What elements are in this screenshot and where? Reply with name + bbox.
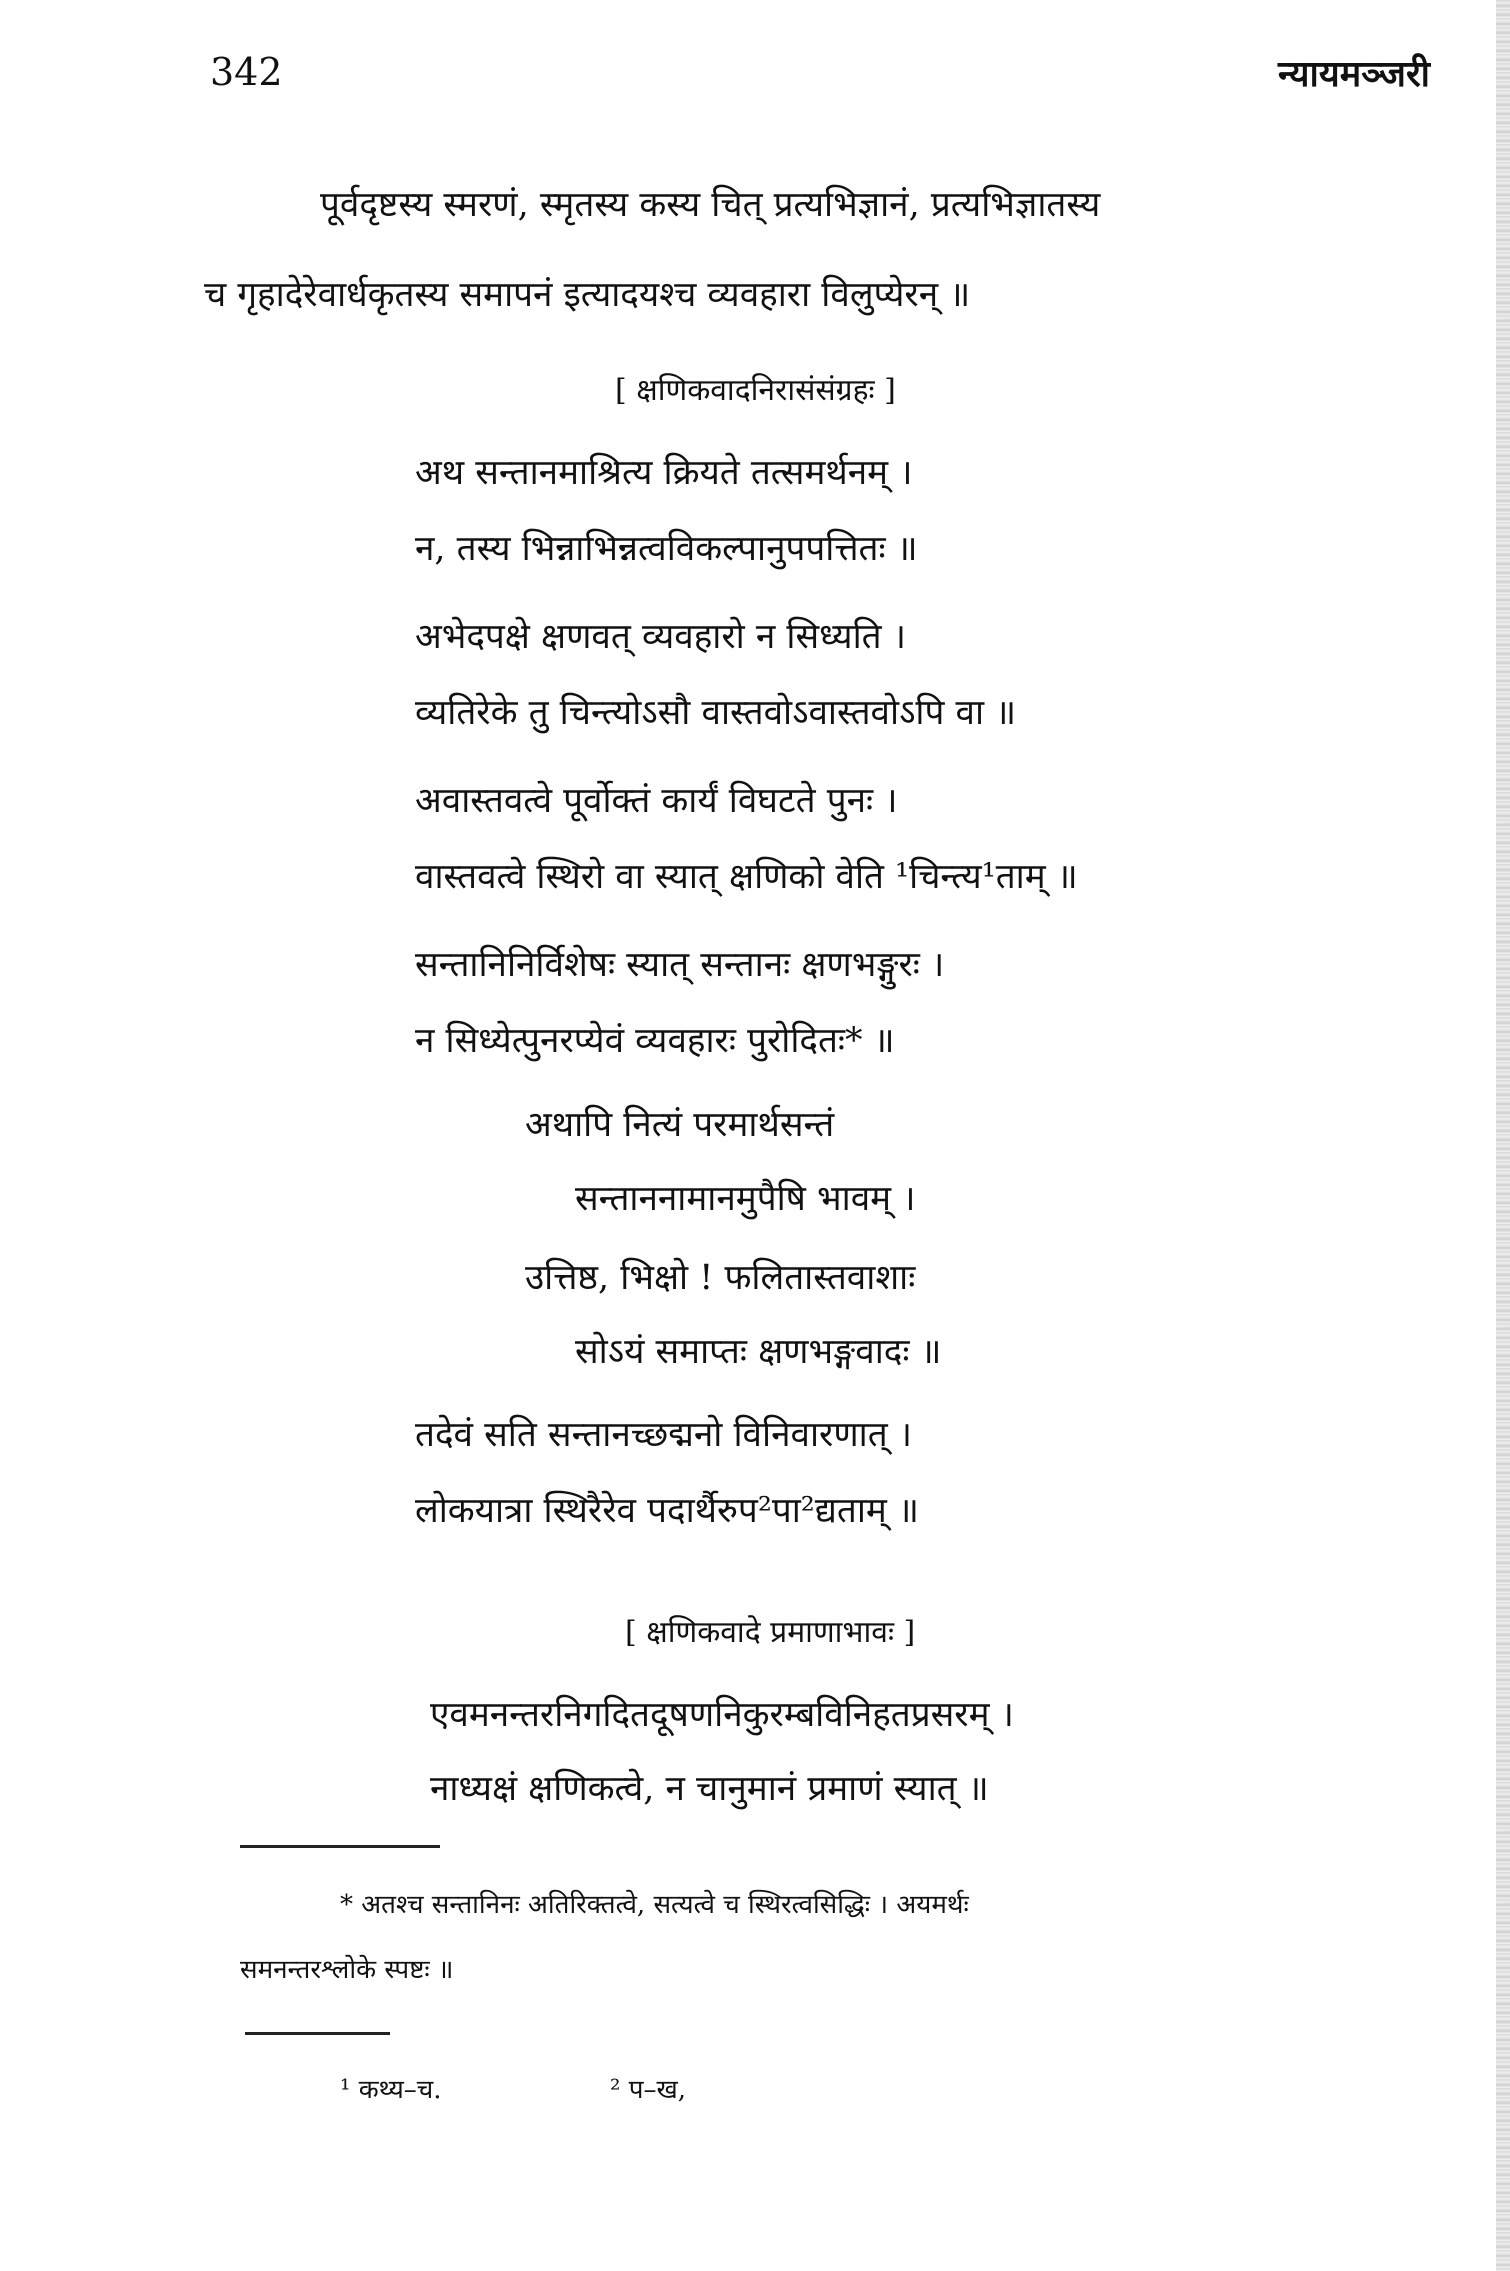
verse-line: नाध्यक्षं क्षणिकत्वे, न चानुमानं प्रमाणं स्यात् ॥: [430, 1769, 989, 1809]
page-edge-scan: [1496, 0, 1510, 2271]
variant-note: ² प–ख,: [610, 2075, 686, 2105]
verse-line: न, तस्य भिन्नाभिन्नत्वविकल्पानुपपत्तितः ॥: [415, 529, 918, 569]
footnote-rule: [240, 1845, 440, 1848]
verse-line: सोऽयं समाप्तः क्षणभङ्गवादः ॥: [575, 1332, 942, 1372]
footnote-line: समनन्तरश्लोके स्पष्टः ॥: [240, 1955, 454, 1985]
verse-line: वास्तवत्वे स्थिरो वा स्यात् क्षणिको वेति ¹चिन्त्य¹ताम् ॥: [415, 857, 1078, 897]
running-title: न्यायमञ्जरी: [1278, 53, 1430, 95]
verse-line: व्यतिरेके तु चिन्त्योऽसौ वास्तवोऽवास्तवोऽपि वा ॥: [415, 693, 1017, 733]
section-heading-1: [ क्षणिकवादनिरासंसंग्रहः ]: [615, 373, 896, 408]
verse-line: अवास्तवत्वे पूर्वोक्तं कार्यं विघटते पुनः ।: [415, 781, 898, 821]
prose-line-1: पूर्वदृष्टस्य स्मरणं, स्मृतस्य कस्य चित् प्रत्यभिज्ञानं, प्रत्यभिज्ञातस्य: [320, 185, 1101, 225]
verse-line: उत्तिष्ठ, भिक्षो ! फलितास्तवाशाः: [525, 1258, 916, 1298]
variants-rule: [245, 2032, 390, 2035]
verse-line: अथ सन्तानमाश्रित्य क्रियते तत्समर्थनम् ।: [415, 453, 913, 493]
verse-line: लोकयात्रा स्थिरैरेव पदार्थैरुप²पा²द्यताम् ॥: [415, 1491, 919, 1531]
verse-line: न सिध्येत्पुनरप्येवं व्यवहारः पुरोदितः* ॥: [415, 1021, 895, 1061]
verse-line: सन्ताननामानमुपैषि भावम् ।: [575, 1179, 916, 1219]
verse-line: तदेवं सति सन्तानच्छद्मनो विनिवारणात् ।: [415, 1415, 913, 1455]
verse-line: अभेदपक्षे क्षणवत् व्यवहारो न सिध्यति ।: [415, 617, 906, 657]
verse-line: एवमनन्तरनिगदितदूषणनिकुरम्बविनिहतप्रसरम् ।: [430, 1695, 1014, 1735]
prose-paragraph: [204, 160, 1430, 340]
verse-line: अथापि नित्यं परमार्थसन्तं: [525, 1105, 835, 1145]
footnote-line: * अतश्च सन्तानिनः अतिरिक्तत्वे, सत्यत्वे च स्थिरत्वसिद्धिः । अयमर्थः: [340, 1890, 969, 1920]
prose-line-2: च गृहादेरेवार्धकृतस्य समापनं इत्यादयश्च व्यवहारा विलुप्येरन् ॥: [204, 275, 971, 315]
verse-line: सन्तानिनिर्विशेषः स्यात् सन्तानः क्षणभङ्गुरः ।: [415, 945, 945, 985]
section-heading-2: [ क्षणिकवादे प्रमाणाभावः ]: [625, 1615, 916, 1650]
page-number: 342: [210, 50, 283, 94]
variant-note: ¹ कथ्य–च.: [340, 2075, 442, 2105]
